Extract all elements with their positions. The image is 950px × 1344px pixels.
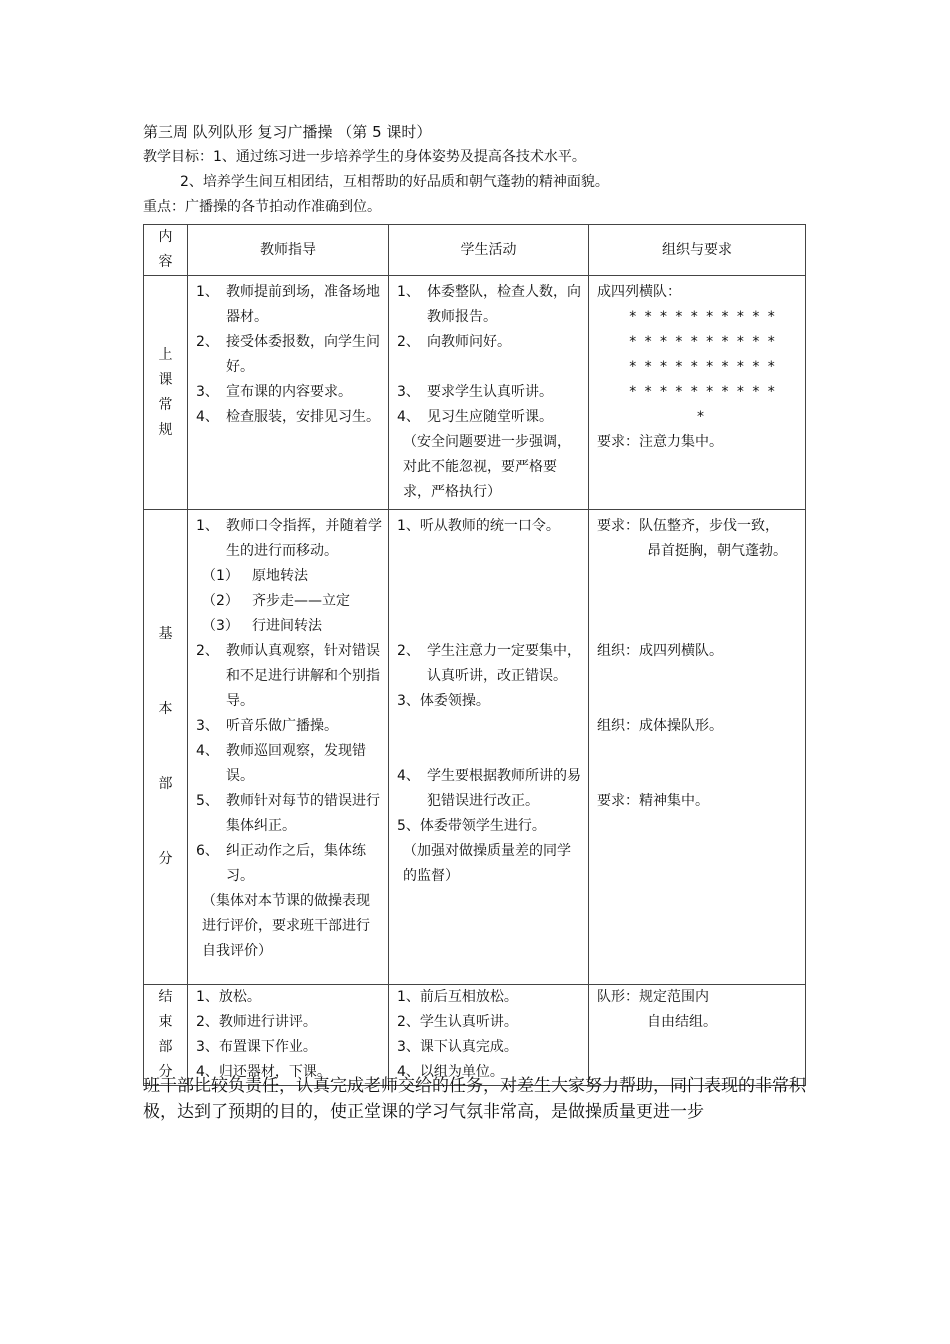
formation-star: * (767, 359, 775, 375)
list-item: 4、 教师巡回观察，发现错误。 (196, 743, 366, 784)
list-item: 2、学生认真听讲。 (397, 1014, 518, 1030)
formation-star-row (625, 305, 799, 330)
section-label-main (144, 510, 188, 985)
safety-note: （安全问题要进一步强调，对此不能忽视，要严格要求，严格执行） (403, 434, 571, 500)
list-item: 5、 教师针对每节的错误进行集体纠正。 (196, 793, 380, 834)
list-item: 6、 纠正动作之后，集体练习。 (196, 843, 366, 884)
formation-star: * (644, 359, 652, 375)
formation-star: * (767, 384, 775, 400)
label-char: 结 (158, 989, 173, 1005)
header-content (144, 225, 188, 276)
formation-star: * (690, 334, 698, 350)
main-org-gym: 组织：成体操队形。 (597, 718, 723, 734)
formation-star: * (752, 359, 760, 375)
routine-teacher-cell (188, 276, 389, 510)
label-char: 分 (158, 1064, 173, 1080)
formation-star: * (659, 384, 667, 400)
closing-formation-cont: 自由结组。 (647, 1014, 717, 1030)
main-student-cell (389, 510, 589, 985)
label-char: 分 (158, 851, 173, 867)
formation-star: * (752, 334, 760, 350)
evaluation-note: （集体对本节课的做操表现进行评价，要求班干部进行自我评价） (202, 893, 370, 959)
label-char: 常 (158, 396, 173, 413)
formation-star: * (706, 334, 714, 350)
list-item: 2、 接受体委报数，向学生问好。 (196, 334, 380, 375)
label-char: 规 (158, 421, 173, 438)
main-requirement: 要求：队伍整齐，步伐一致， (597, 518, 779, 534)
label-char: 上 (158, 346, 173, 363)
header-teacher: 教师指导 (188, 225, 389, 276)
formation-star: * (644, 334, 652, 350)
list-item: 2、 教师认真观察，针对错误和不足进行讲解和个别指导。 (196, 643, 380, 709)
list-item: 2、教师进行讲评。 (196, 1014, 317, 1030)
closing-teacher-cell (188, 985, 389, 1086)
sub-item: （1） 原地转法 (202, 568, 308, 584)
routine-requirement: 要求：注意力集中。 (597, 434, 723, 450)
list-item: 1、 教师提前到场，准备场地器材。 (196, 284, 380, 325)
main-teacher-cell (188, 510, 389, 985)
list-item: 3、体委领操。 (397, 693, 490, 709)
formation-leader-star: * (697, 409, 704, 425)
label-char: 部 (158, 1039, 173, 1055)
main-org-focus: 要求：精神集中。 (597, 793, 709, 809)
label-char: 本 (158, 701, 173, 717)
formation-star: * (659, 359, 667, 375)
formation-star: * (767, 309, 775, 325)
formation-star: * (752, 309, 760, 325)
formation-star: * (659, 309, 667, 325)
list-item: 4、归还器材，下课。 (196, 1064, 331, 1080)
formation-star: * (721, 359, 729, 375)
formation-star: * (629, 309, 637, 325)
list-item: 1、放松。 (196, 989, 261, 1005)
formation-star: * (675, 359, 683, 375)
formation-star: * (706, 359, 714, 375)
formation-star: * (721, 334, 729, 350)
header-org: 组织与要求 (589, 225, 806, 276)
list-item: 2、 向教师问好。 (397, 334, 511, 350)
formation-star: * (706, 309, 714, 325)
formation-star-row (625, 330, 799, 355)
section-label-closing (144, 985, 188, 1086)
formation-star: * (767, 334, 775, 350)
routine-student-cell (389, 276, 589, 510)
label-char: 部 (158, 776, 173, 792)
teaching-goal-1: 教学目标：1、通过练习进一步培养学生的身体姿势及提高各技术水平。 (143, 149, 586, 165)
list-item: 1、 体委整队，检查人数，向教师报告。 (397, 284, 581, 325)
closing-org-cell (589, 985, 806, 1086)
lesson-reflection: 班干部比较负责任，认真完成老师交给的任务，对差生大家努力帮助，同门表现的非常积极，达到了预期的目的，使正堂课的学习气氛非常高，是做操质量更进一步 (143, 1076, 806, 1122)
section-closing (144, 985, 806, 1086)
list-item: 4、 检查服装，安排见习生。 (196, 409, 380, 425)
formation-star: * (736, 359, 744, 375)
formation-star: * (675, 384, 683, 400)
label-char: 束 (158, 1014, 173, 1030)
list-item: 4、 见习生应随堂听课。 (397, 409, 553, 425)
formation-star: * (736, 384, 744, 400)
header-content-line-1: 内 (158, 229, 173, 245)
closing-student-cell (389, 985, 589, 1086)
label-char: 课 (158, 371, 173, 388)
list-item: 3、 宣布课的内容要求。 (196, 384, 352, 400)
teaching-goal-2: 2、培养学生间互相团结，互相帮助的好品质和朝气蓬勃的精神面貌。 (180, 174, 609, 190)
closing-formation: 队形：规定范围内 (597, 989, 709, 1005)
list-item: 1、前后互相放松。 (397, 989, 518, 1005)
lesson-title: 第三周 队列队形 复习广播操 （第 5 课时） (143, 123, 432, 141)
formation-star: * (721, 309, 729, 325)
list-item: 3、 听音乐做广播操。 (196, 718, 338, 734)
formation-star-row (625, 380, 799, 405)
list-item: 4、 学生要根据教师所讲的易犯错误进行改正。 (397, 768, 581, 809)
header-content-line-2: 容 (158, 254, 173, 270)
formation-star: * (629, 384, 637, 400)
formation-star: * (675, 309, 683, 325)
list-item: 3、 要求学生认真听讲。 (397, 384, 553, 400)
sub-item: （2） 齐步走——立定 (202, 593, 350, 609)
section-label-routine (144, 276, 188, 510)
main-requirement-cont: 昂首挺胸，朝气蓬勃。 (647, 543, 787, 559)
formation-star: * (659, 334, 667, 350)
formation-star: * (644, 309, 652, 325)
formation-star: * (690, 384, 698, 400)
formation-star: * (736, 334, 744, 350)
section-main-part (144, 510, 806, 985)
list-item: 3、课下认真完成。 (397, 1039, 518, 1055)
header-student: 学生活动 (389, 225, 589, 276)
list-item: 1、听从教师的统一口令。 (397, 518, 560, 534)
supervision-note: （加强对做操质量差的同学的监督） (403, 843, 571, 884)
formation-star: * (629, 359, 637, 375)
list-item: 3、布置课下作业。 (196, 1039, 317, 1055)
section-class-routine (144, 276, 806, 510)
formation-star: * (644, 384, 652, 400)
formation-star: * (690, 359, 698, 375)
formation-star: * (706, 384, 714, 400)
table-header-row (144, 225, 806, 276)
list-item: 1、 教师口令指挥，并随着学生的进行而移动。 (196, 518, 382, 559)
formation-star: * (675, 334, 683, 350)
main-org-cell (589, 510, 806, 985)
lesson-header (143, 120, 823, 220)
formation-star-grid (625, 305, 799, 405)
lesson-plan-table (143, 224, 806, 1086)
sub-item: （3） 行进间转法 (202, 618, 322, 634)
label-char: 基 (158, 626, 173, 642)
list-item: 2、 学生注意力一定要集中，认真听讲，改正错误。 (397, 643, 581, 684)
list-item: 4、以组为单位。 (397, 1064, 504, 1080)
formation-title: 成四列横队： (597, 284, 681, 300)
formation-star: * (690, 309, 698, 325)
formation-star: * (736, 309, 744, 325)
formation-star: * (629, 334, 637, 350)
formation-star: * (721, 384, 729, 400)
formation-star: * (752, 384, 760, 400)
main-org-formation: 组织：成四列横队。 (597, 643, 723, 659)
lesson-focus: 重点：广播操的各节拍动作准确到位。 (143, 199, 381, 215)
formation-star-row (625, 355, 799, 380)
routine-org-cell (589, 276, 806, 510)
list-item: 5、体委带领学生进行。 (397, 818, 546, 834)
